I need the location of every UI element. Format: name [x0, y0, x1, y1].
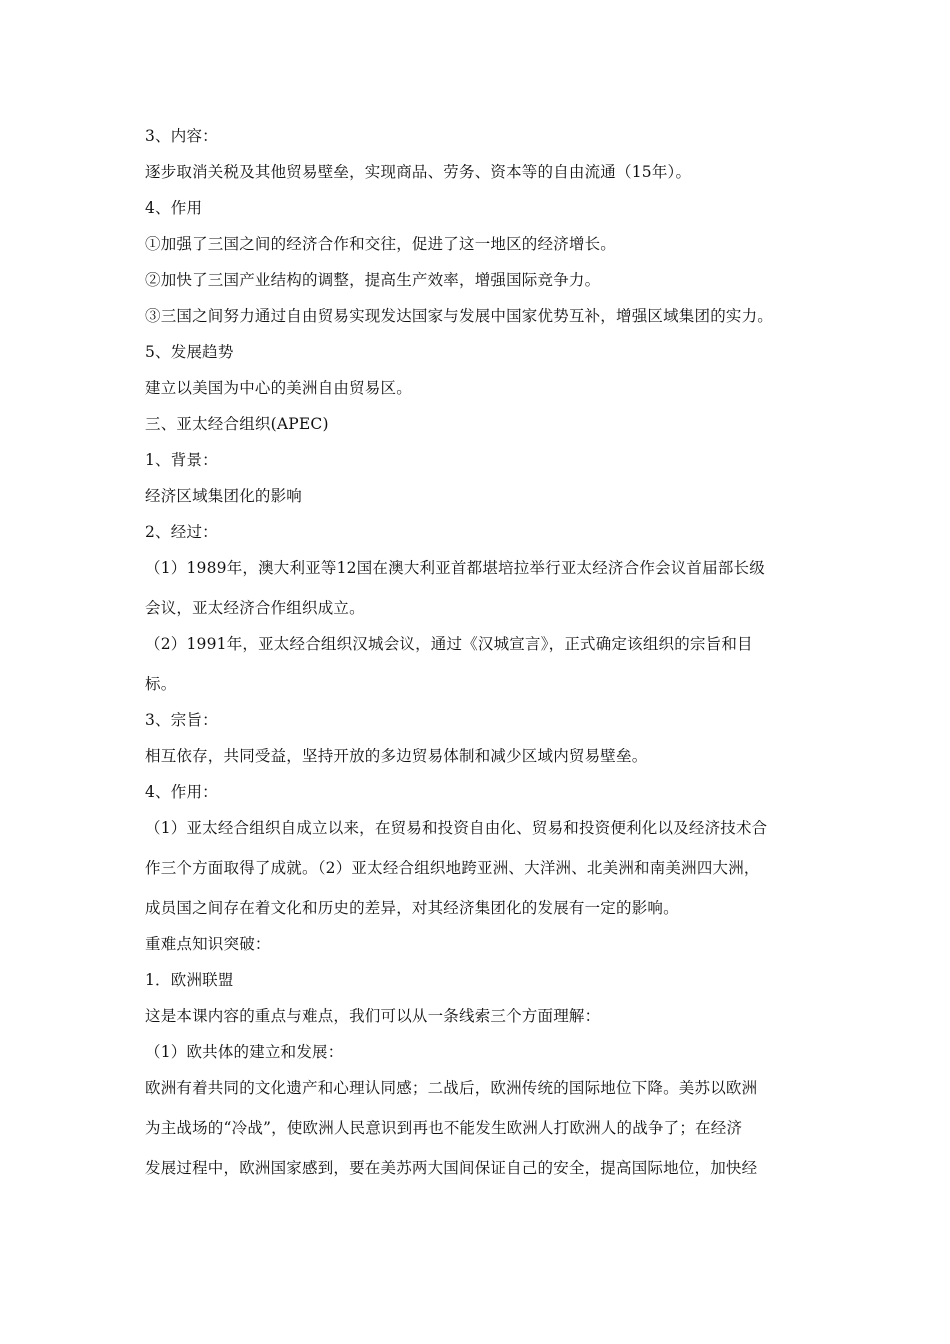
- paragraph-line: 建立以美国为中心的美洲自由贸易区。: [145, 379, 412, 397]
- subheading: （1）欧共体的建立和发展：: [145, 1043, 344, 1061]
- paragraph-line: （1）亚太经合组织自成立以来，在贸易和投资自由化、贸易和投资便利化以及经济技术合: [145, 819, 768, 837]
- paragraph-line: 欧洲有着共同的文化遗产和心理认同感；二战后，欧洲传统的国际地位下降。美苏以欧洲: [145, 1079, 758, 1097]
- heading-content: 3、内容：: [145, 127, 218, 145]
- list-item: ①加强了三国之间的经济合作和交往，促进了这一地区的经济增长。: [145, 235, 617, 253]
- heading-purpose: 3、宗旨：: [145, 711, 218, 729]
- heading-eu: 1．欧洲联盟: [145, 971, 234, 989]
- heading-function: 4、作用：: [145, 783, 218, 801]
- paragraph-line: （2）1991年，亚太经合组织汉城会议，通过《汉城宣言》，正式确定该组织的宗旨和目: [145, 635, 753, 653]
- paragraph-line: （1）1989年，澳大利亚等12国在澳大利亚首都堪培拉举行亚太经济合作会议首届部长级: [145, 559, 765, 577]
- paragraph-line: 作三个方面取得了成就。（2）亚太经合组织地跨亚洲、大洋洲、北美洲和南美洲四大洲，: [145, 859, 760, 877]
- heading-background: 1、背景：: [145, 451, 218, 469]
- paragraph-line: 经济区域集团化的影响: [145, 487, 303, 505]
- paragraph-line: 为主战场的“冷战”，使欧洲人民意识到再也不能发生欧洲人打欧洲人的战争了；在经济: [145, 1119, 743, 1137]
- paragraph-line: 这是本课内容的重点与难点，我们可以从一条线索三个方面理解：: [145, 1007, 601, 1025]
- section-heading-key-points: 重难点知识突破：: [145, 935, 271, 953]
- heading-process: 2、经过：: [145, 523, 218, 541]
- section-heading-apec: 三、亚太经合组织(APEC): [145, 415, 329, 433]
- paragraph-line: 标。: [145, 675, 177, 693]
- list-item: ③三国之间努力通过自由贸易实现发达国家与发展中国家优势互补，增强区域集团的实力。: [145, 307, 774, 325]
- paragraph-line: 相互依存，共同受益，坚持开放的多边贸易体制和减少区域内贸易壁垒。: [145, 747, 648, 765]
- paragraph-line: 会议，亚太经济合作组织成立。: [145, 599, 365, 617]
- paragraph-line: 成员国之间存在着文化和历史的差异，对其经济集团化的发展有一定的影响。: [145, 899, 679, 917]
- heading-function: 4、作用: [145, 199, 203, 217]
- heading-trend: 5、发展趋势: [145, 343, 234, 361]
- paragraph-line: 逐步取消关税及其他贸易壁垒，实现商品、劳务、资本等的自由流通（15年）。: [145, 163, 692, 181]
- paragraph-line: 发展过程中，欧洲国家感到，要在美苏两大国间保证自己的安全，提高国际地位，加快经: [145, 1159, 758, 1177]
- list-item: ②加快了三国产业结构的调整，提高生产效率，增强国际竞争力。: [145, 271, 601, 289]
